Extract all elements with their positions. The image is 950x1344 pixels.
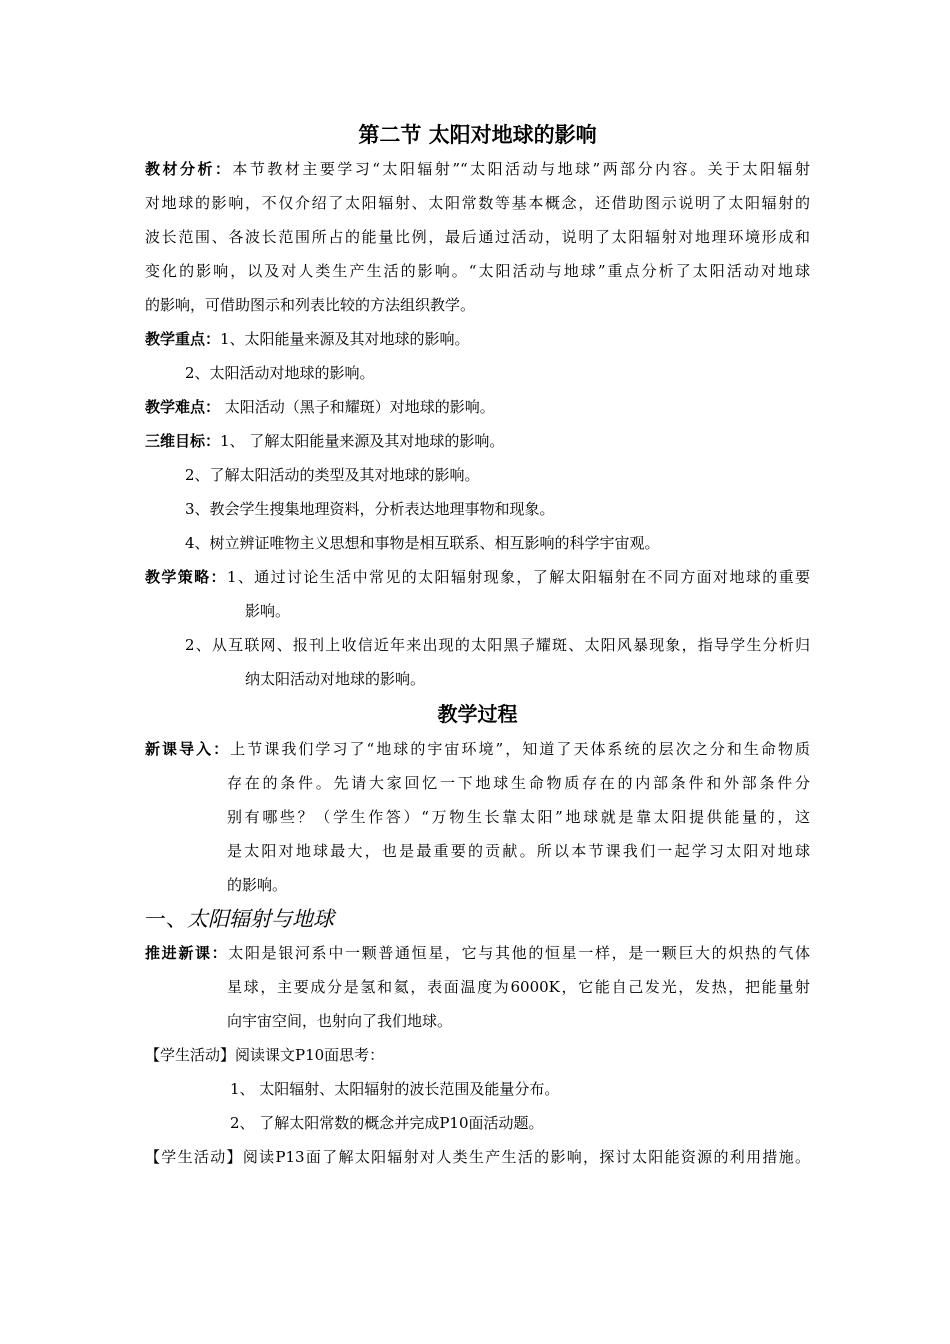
intro-line-2: 存在的条件。先请大家回忆一下地球生命物质存在的内部条件和外部条件分 (227, 774, 810, 792)
analysis-label: 教材分析： (145, 160, 233, 178)
activity-2: 【学生活动】阅读P13面了解太阳辐射对人类生产生活的影响，探讨太阳能资源的利用措施。 (145, 1148, 810, 1166)
objectives-label: 三维目标： (145, 432, 221, 450)
intro-line-5: 的影响。 (227, 876, 288, 894)
key-point-1: 教学重点：1、太阳能量来源及其对地球的影响。 (145, 330, 470, 348)
analysis-line-3: 波长范围、各波长范围所占的能量比例，最后通过活动，说明了太阳辐射对地理环境形成和 (145, 228, 810, 246)
key-points-label: 教学重点： (145, 330, 221, 348)
intro-label: 新课导入： (145, 740, 231, 758)
activity-1-intro: 【学生活动】阅读课文P10面思考： (145, 1046, 385, 1064)
difficulty-line: 教学难点： 太阳活动（黑子和耀斑）对地球的影响。 (145, 398, 495, 416)
strategy-2-cont: 纳太阳活动对地球的影响。 (245, 670, 426, 688)
section-title: 太阳辐射与地球 (187, 907, 334, 931)
process-title: 教学过程 (437, 702, 518, 726)
advance-line-2: 星球，主要成分是氢和氦，表面温度为6000K，它能自己发光，发热，把能量射 (227, 978, 810, 996)
activity-1-item-1: 1、 太阳辐射、太阳辐射的波长范围及能量分布。 (230, 1080, 560, 1098)
objective-3: 3、教会学生搜集地理资料，分析表达地理事物和现象。 (185, 500, 555, 518)
section-heading (145, 902, 810, 936)
document-body (145, 118, 810, 1174)
strategy-2: 2、从互联网、报刊上收信近年来出现的太阳黑子耀斑、太阳风暴现象，指导学生分析归 (185, 636, 810, 654)
analysis-line-4: 变化的影响，以及对人类生产生活的影响。“太阳活动与地球”重点分析了太阳活动对地球 (145, 262, 810, 280)
strategy-label: 教学策略： (145, 568, 227, 586)
intro-line-4: 是太阳对地球最大，也是最重要的贡献。所以本节课我们一起学习太阳对地球 (227, 842, 810, 860)
analysis-line-5: 的影响，可借助图示和列表比较的方法组织教学。 (145, 296, 476, 314)
analysis-line-1: 教材分析：本节教材主要学习“太阳辐射”“太阳活动与地球”两部分内容。关于太阳辐射 (145, 160, 810, 178)
advance-label: 推进新课： (145, 944, 229, 962)
objective-2: 2、了解太阳活动的类型及其对地球的影响。 (185, 466, 480, 484)
strategy-1: 教学策略：1、通过讨论生活中常见的太阳辐射现象，了解太阳辐射在不同方面对地球的重要 (145, 568, 810, 586)
page-title: 第二节 太阳对地球的影响 (358, 122, 597, 147)
analysis-line-2: 对地球的影响，不仅介绍了太阳辐射、太阳常数等基本概念，还借助图示说明了太阳辐射的 (145, 194, 810, 212)
objective-1: 三维目标：1、 了解太阳能量来源及其对地球的影响。 (145, 432, 505, 450)
activity-1-item-2: 2、 了解太阳常数的概念并完成P10面活动题。 (230, 1114, 544, 1132)
section-number: 一、 (145, 907, 187, 931)
intro-line-1: 新课导入：上节课我们学习了“地球的宇宙环境”，知道了天体系统的层次之分和生命物质 (145, 740, 810, 758)
advance-line-3: 向宇宙空间，也射向了我们地球。 (227, 1012, 453, 1030)
objective-4: 4、树立辨证唯物主义思想和事物是相互联系、相互影响的科学宇宙观。 (185, 534, 660, 552)
difficulty-label: 教学难点： (145, 398, 221, 416)
advance-line-1: 推进新课：太阳是银河系中一颗普通恒星，它与其他的恒星一样，是一颗巨大的炽热的气体 (145, 944, 810, 962)
key-point-2: 2、太阳活动对地球的影响。 (185, 364, 375, 382)
strategy-1-cont: 影响。 (245, 602, 291, 620)
intro-line-3: 别有哪些？（学生作答）“万物生长靠太阳”地球就是靠太阳提供能量的，这 (227, 808, 810, 826)
